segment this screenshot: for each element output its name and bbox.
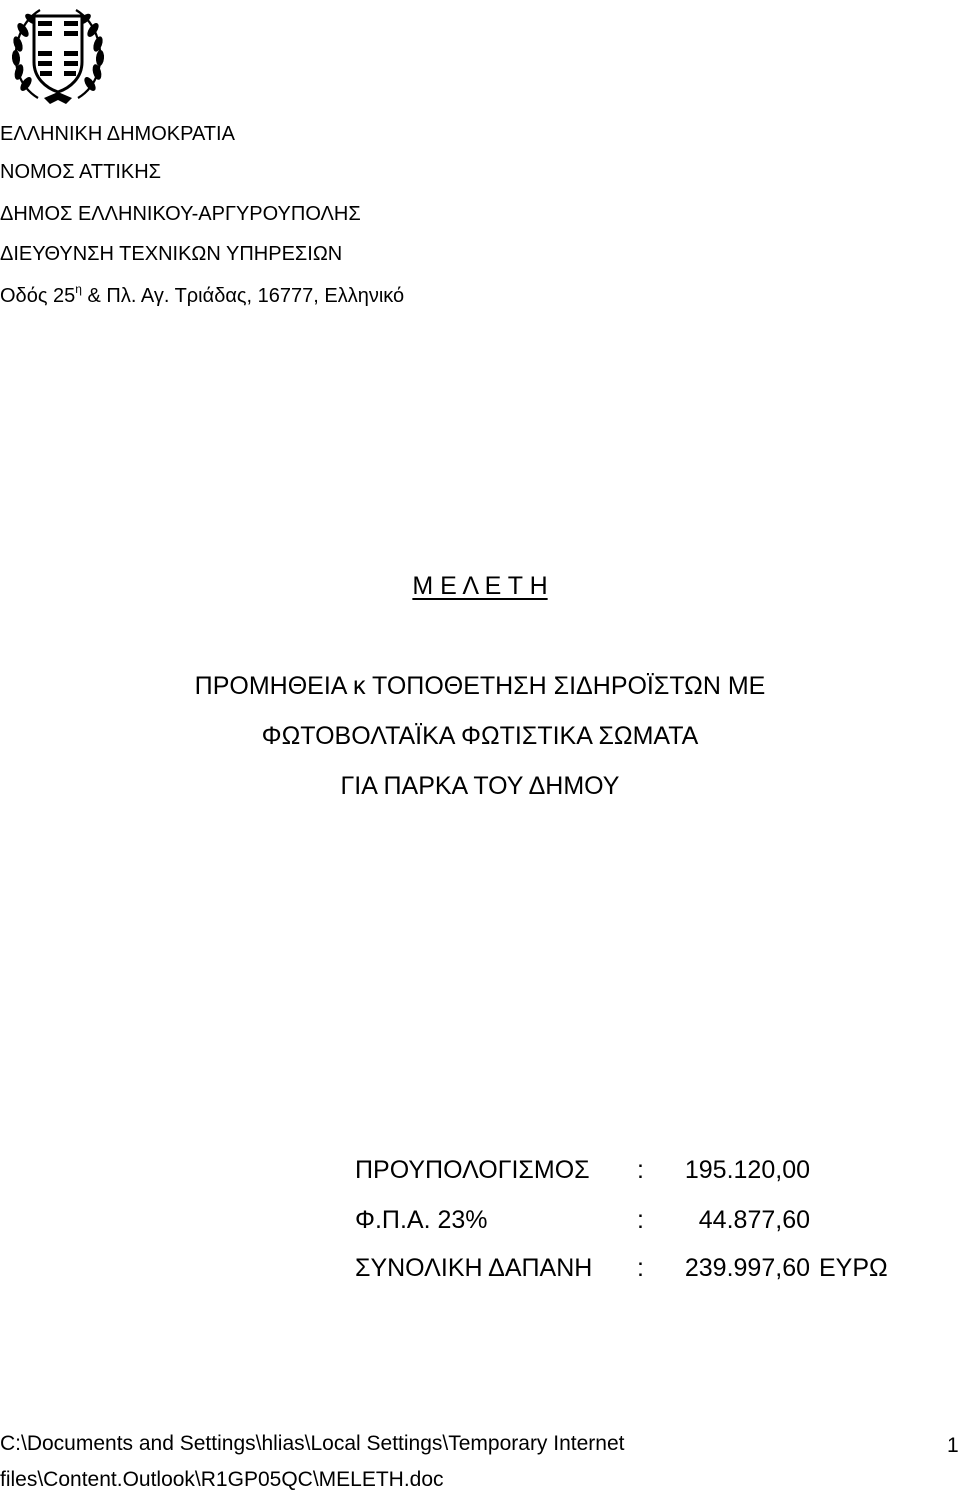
budget-separator: : bbox=[637, 1156, 644, 1184]
greek-coat-of-arms-icon bbox=[8, 2, 108, 108]
budget-value: 195.120,00 bbox=[684, 1156, 810, 1184]
budget-value: 239.997,60 bbox=[684, 1254, 810, 1282]
subject-line-3: ΓΙΑ ΠΑΡΚΑ ΤΟΥ ΔΗΜΟΥ bbox=[340, 772, 620, 800]
address-superscript: η bbox=[75, 282, 82, 296]
budget-currency: ΕΥΡΩ bbox=[819, 1254, 888, 1282]
budget-separator: : bbox=[637, 1206, 644, 1234]
header-address bbox=[0, 284, 404, 308]
footer-path-line-2: files\Content.Outlook\R1GP05QC\MELETH.doc bbox=[0, 1468, 444, 1491]
footer-path-line-1: C:\Documents and Settings\hlias\Local Settings\Temporary Internet bbox=[0, 1432, 625, 1455]
address-suffix: & Πλ. Αγ. Τριάδας, 16777, Ελληνικό bbox=[81, 285, 405, 307]
budget-separator: : bbox=[637, 1254, 644, 1282]
header-country: ΕΛΛΗΝΙΚΗ ΔΗΜΟΚΡΑΤΙΑ bbox=[0, 123, 235, 145]
document-title: Μ Ε Λ Ε Τ Η bbox=[412, 572, 548, 600]
subject-line-2: ΦΩΤΟΒΟΛΤΑΪΚΑ ΦΩΤΙΣΤΙΚΑ ΣΩΜΑΤΑ bbox=[261, 722, 699, 750]
budget-label: ΠΡΟΥΠΟΛΟΓΙΣΜΟΣ bbox=[355, 1156, 590, 1184]
address-prefix: Οδός 25 bbox=[0, 285, 76, 307]
page-number: 1 bbox=[947, 1434, 959, 1457]
budget-label: ΣΥΝΟΛΙΚΗ ΔΑΠΑΝΗ bbox=[355, 1254, 593, 1282]
budget-label: Φ.Π.Α. 23% bbox=[355, 1206, 488, 1234]
header-department: ΔΙΕΥΘΥΝΣΗ ΤΕΧΝΙΚΩΝ ΥΠΗΡΕΣΙΩΝ bbox=[0, 243, 343, 265]
header-prefecture: ΝΟΜΟΣ ΑΤΤΙΚΗΣ bbox=[0, 161, 162, 183]
subject-line-1: ΠΡΟΜΗΘΕΙΑ κ ΤΟΠΟΘΕΤΗΣΗ ΣΙΔΗΡΟΪΣΤΩΝ ΜΕ bbox=[194, 672, 766, 700]
budget-value: 44.877,60 bbox=[698, 1206, 810, 1234]
header-municipality: ΔΗΜΟΣ ΕΛΛΗΝΙΚΟΥ-ΑΡΓΥΡΟΥΠΟΛΗΣ bbox=[0, 203, 361, 225]
